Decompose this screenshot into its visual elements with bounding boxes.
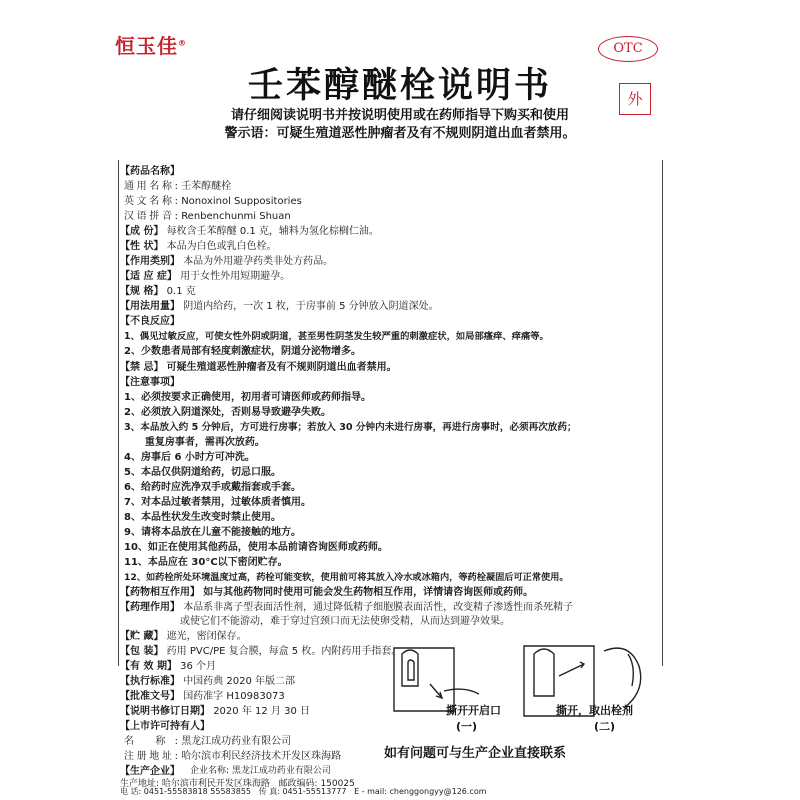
- interaction-value: 如与其他药物同时使用可能会发生药物相互作用，详情请咨询医师或药师。: [203, 587, 534, 598]
- otc-badge: OTC: [598, 36, 658, 62]
- mah-address-row: [124, 750, 341, 763]
- mah-address-label: 注册地址:: [124, 751, 178, 762]
- manufacturer-name-value: 黑龙江成功药业有限公司: [231, 766, 331, 776]
- telephone-value: 0451-55583818 55583855: [143, 787, 252, 796]
- common-name-value: 壬苯醇醚栓: [181, 181, 232, 192]
- pinyin-name-value: Renbenchunmi Shuan: [181, 211, 291, 222]
- step-2-caption: [556, 702, 633, 718]
- manufacturer-heading: 【生产企业】: [120, 766, 180, 777]
- pinyin-name-label: 汉语拼音:: [124, 211, 178, 222]
- mah-name-label: 名 称:: [124, 736, 178, 747]
- manufacturer-address-label: 生产地址:: [120, 779, 160, 789]
- specification-value: 0.1 克: [166, 286, 196, 297]
- email-value: chenggongyy@126.com: [389, 787, 487, 796]
- precaution-item-1: 1、必须按要求正确使用，初用者可请医师或药师指导。: [124, 392, 371, 403]
- package-label: 【包 装】: [120, 646, 164, 657]
- manufacturer-contact-row: [120, 787, 487, 797]
- telephone-label: 电 话:: [120, 787, 142, 796]
- precaution-item-4: 4、房事后 6 小时方可冲洗。: [124, 452, 255, 463]
- validity-row: [120, 660, 216, 673]
- pharmacology-line-2: 或使它们不能游动，难于穿过宫颈口而无法使卵受精，从而达到避孕效果。: [180, 616, 510, 627]
- step-1-number: (一): [456, 720, 478, 733]
- drug-name-heading: 【药品名称】: [120, 166, 180, 177]
- dosage-row: [120, 300, 439, 313]
- ingredients-label: 【成 份】: [120, 226, 164, 237]
- approval-label: 【批准文号】: [120, 691, 180, 702]
- zip-value: 150025: [320, 779, 355, 789]
- category-value: 本品为外用避孕药类非处方药品。: [183, 256, 334, 267]
- validity-label: 【有 效 期】: [120, 661, 177, 672]
- appearance-row: [120, 240, 277, 253]
- precaution-item-9: 9、请将本品放在儿童不能接触的地方。: [124, 527, 301, 538]
- pharmacology-row: [120, 601, 573, 614]
- storage-label: 【贮 藏】: [120, 631, 164, 642]
- brand-logo: [115, 30, 187, 59]
- interaction-row: [120, 586, 533, 599]
- step-2-number: (二): [594, 720, 616, 733]
- english-name-value: Nonoxinol Suppositories: [181, 196, 302, 207]
- appearance-label: 【性 状】: [120, 241, 164, 252]
- adverse-item-1: 1、偶见过敏反应，可使女性外阴或阴道，甚至男性阴茎发生较严重的刺激症状，如局部瘙痒、痒痛等。: [124, 331, 549, 342]
- category-row: [120, 255, 333, 268]
- step-2-text: 撕开，取出栓剂: [556, 704, 633, 717]
- precaution-item-6: 6、给药时应洗净双手或戴指套或手套。: [124, 482, 301, 493]
- dosage-value: 阴道内给药，一次 1 枚，于房事前 5 分钟放入阴道深处。: [183, 301, 439, 312]
- contraindication-row: [120, 361, 397, 374]
- precaution-item-10: 10、如正在使用其他药品，使用本品前请咨询医师或药师。: [124, 542, 388, 553]
- category-label: 【作用类别】: [120, 256, 180, 267]
- manufacturer-name-label: 企业名称:: [190, 766, 230, 776]
- storage-row: [120, 630, 247, 643]
- precaution-item-12: 12、如药栓所处环境温度过高，药栓可能变软，使用前可将其放入冷水或冰箱内，等药栓凝固后可正常使用。: [124, 572, 569, 583]
- specification-row: [120, 285, 196, 298]
- adverse-item-2: 2、少数患者局部有轻度刺激症状，阴道分泌物增多。: [124, 346, 361, 357]
- common-name-label: 通用名称:: [124, 181, 178, 192]
- package-row: [120, 645, 401, 658]
- revision-label: 【说明书修订日期】: [120, 706, 210, 717]
- package-value: 药用 PVC/PE 复合膜，每盒 5 枚。内附药用手指套。: [166, 646, 402, 657]
- mah-name-row: [124, 735, 291, 748]
- ingredients-value: 每枚含壬苯醇醚 0.1 克，辅料为氢化棕榈仁油。: [166, 226, 379, 237]
- interaction-label: 【药物相互作用】: [120, 587, 200, 598]
- dosage-label: 【用法用量】: [120, 301, 180, 312]
- manufacturer-name-row: [190, 765, 331, 778]
- fax-label: 传 真:: [258, 787, 280, 796]
- document-title: 壬苯醇醚栓说明书: [247, 66, 552, 106]
- specification-label: 【规 格】: [120, 286, 164, 297]
- pharmacology-label: 【药理作用】: [120, 602, 180, 613]
- english-name-row: [124, 195, 302, 208]
- indication-value: 用于女性外用短期避孕。: [180, 271, 291, 282]
- warning-statement: 警示语：可疑生殖道恶性肿瘤者及有不规则阴道出血者禁用。: [224, 126, 576, 141]
- contraindication-value: 可疑生殖道恶性肿瘤者及有不规则阴道出血者禁用。: [166, 362, 397, 373]
- revision-row: [120, 705, 310, 718]
- adverse-heading: 【不良反应】: [120, 316, 180, 327]
- fax-value: 0451-55513777: [282, 787, 347, 796]
- step-1-caption: [446, 702, 501, 718]
- pinyin-name-row: [124, 210, 291, 223]
- external-use-badge: 外: [619, 83, 651, 115]
- revision-value: 2020 年 12 月 30 日: [213, 706, 310, 717]
- email-label: E - mail:: [354, 787, 387, 796]
- standard-row: [120, 675, 295, 688]
- read-instructions-note: 请仔细阅读说明书并按说明使用或在药师指导下购买和使用: [230, 108, 569, 123]
- ingredients-row: [120, 225, 379, 238]
- brand-name: 恒玉佳: [115, 34, 178, 58]
- mah-heading: 【上市许可持有人】: [120, 721, 210, 732]
- zip-label: 邮政编码:: [278, 779, 318, 789]
- precaution-item-11: 11、本品应在 30°C以下密闭贮存。: [124, 557, 288, 568]
- storage-value: 遮光，密闭保存。: [166, 631, 247, 642]
- appearance-value: 本品为白色或乳白色栓。: [166, 241, 277, 252]
- registered-mark: ®: [178, 38, 187, 48]
- precaution-item-7: 7、对本品过敏者禁用，过敏体质者慎用。: [124, 497, 311, 508]
- validity-value: 36 个月: [180, 661, 217, 672]
- indication-row: [120, 270, 290, 283]
- standard-value: 中国药典 2020 年版二部: [183, 676, 295, 687]
- contact-note: 如有问题可与生产企业直接联系: [384, 746, 567, 761]
- mah-name-value: 黑龙江成功药业有限公司: [181, 736, 292, 747]
- english-name-label: 英文名称:: [124, 196, 178, 207]
- manufacturer-address-value: 哈尔滨市利民开发区珠海路: [161, 779, 270, 789]
- pharmacology-line-1: 本品系非离子型表面活性剂，通过降低精子细胞膜表面活性，改变精子渗透性而杀死精子: [183, 602, 574, 613]
- mah-address-value: 哈尔滨市利民经济技术开发区珠海路: [181, 751, 342, 762]
- precaution-item-3-cont: 重复房事者，需再次放药。: [124, 437, 265, 448]
- contraindication-label: 【禁 忌】: [120, 362, 164, 373]
- precautions-heading: 【注意事项】: [120, 377, 180, 388]
- step-1-text: 撕开开启口: [446, 704, 501, 717]
- standard-label: 【执行标准】: [120, 676, 180, 687]
- usage-illustration: [384, 636, 664, 742]
- precaution-item-8: 8、本品性状发生改变时禁止使用。: [124, 512, 281, 523]
- precaution-item-5: 5、本品仅供阴道给药，切忌口服。: [124, 467, 281, 478]
- indication-label: 【适 应 症】: [120, 271, 177, 282]
- approval-value: 国药准字 H10983073: [183, 691, 285, 702]
- common-name-row: [124, 180, 231, 193]
- approval-row: [120, 690, 285, 703]
- precaution-item-2: 2、必须放入阴道深处，否则易导致避孕失败。: [124, 407, 331, 418]
- precaution-item-3: 3、本品放入约 5 分钟后，方可进行房事；若放入 30 分钟内未进行房事，再进行房事时，必须再次放药；: [124, 422, 577, 433]
